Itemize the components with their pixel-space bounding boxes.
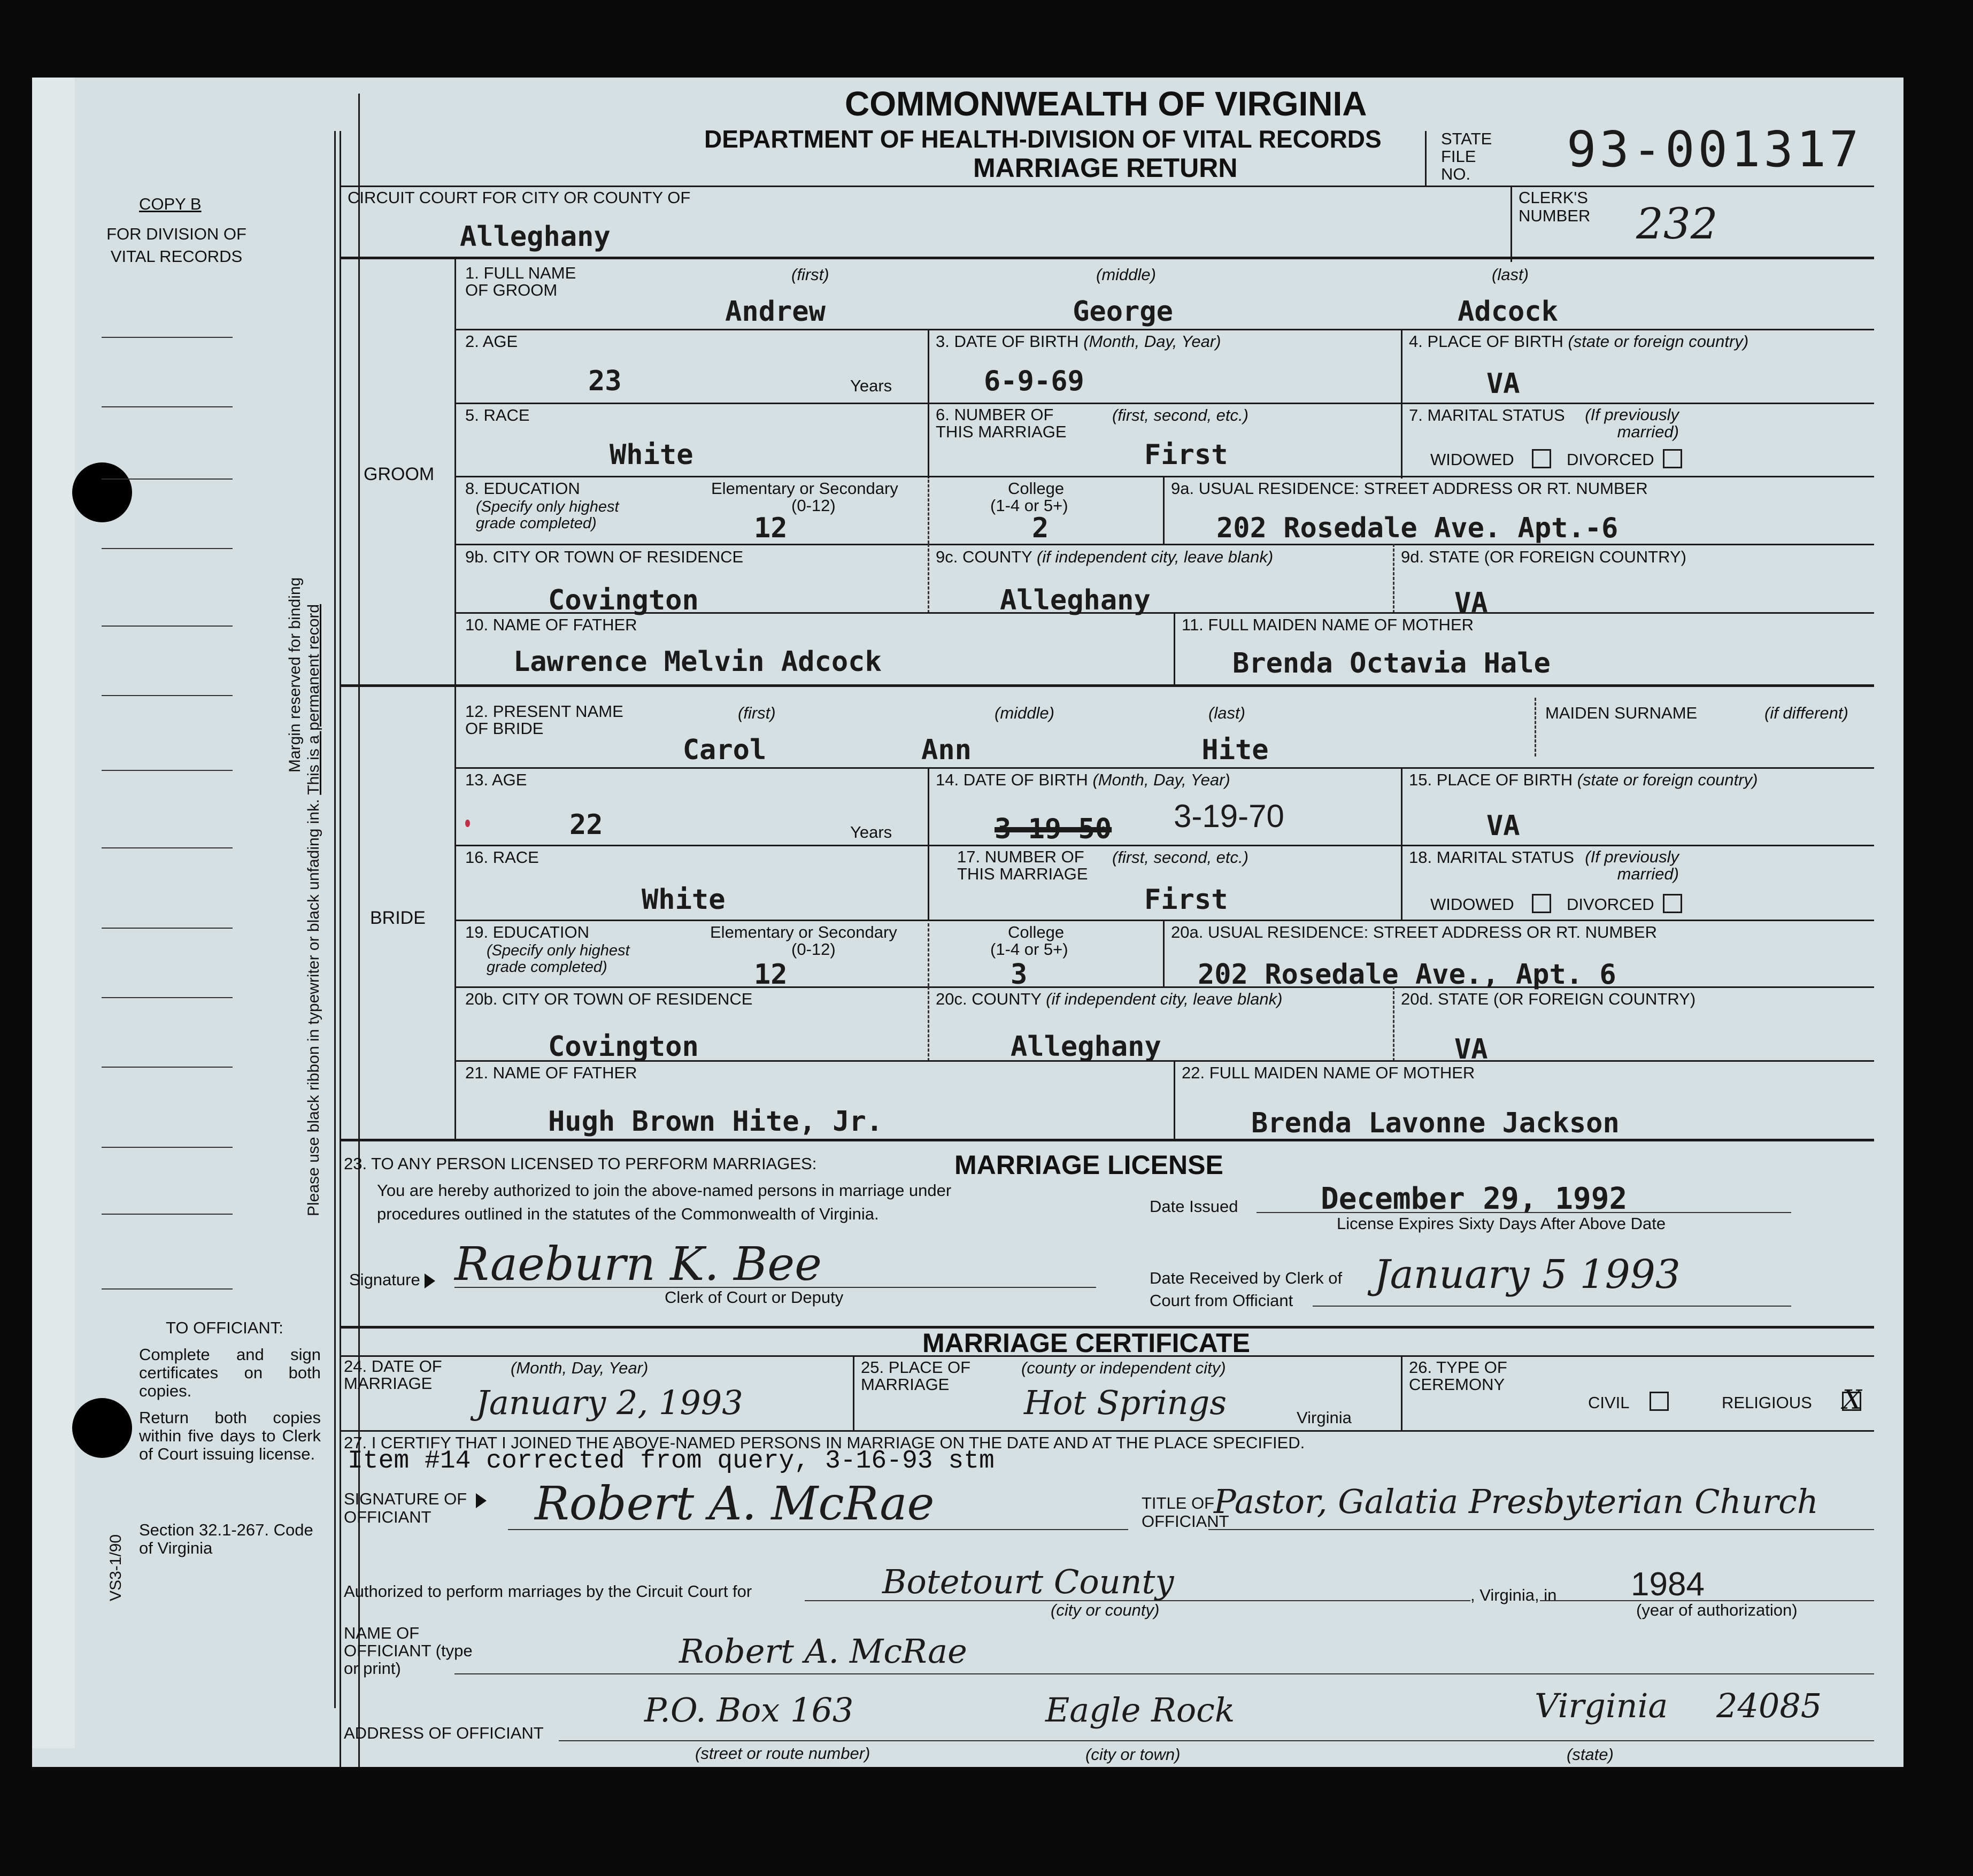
middle-hint: (middle) [995,704,1054,722]
groom-city-label: 9b. CITY OR TOWN OF RESIDENCE [465,547,744,566]
groom-age: 23 [588,365,622,397]
bride-state-label: 20d. STATE (OR FOREIGN COUNTRY) [1401,990,1696,1008]
virginia-in-label: , Virginia, in [1470,1586,1557,1604]
groom-education-elementary: 12 [754,512,788,544]
years-label: Years [850,823,892,842]
bride-father-name: Hugh Brown Hite, Jr. [548,1106,883,1138]
mdy-hint: (Month, Day, Year) [511,1358,649,1377]
bride-residence-street: 202 Rosedale Ave., Apt. 6 [1198,959,1616,991]
bride-education-college: 3 [1011,959,1028,991]
groom-city: Covington [548,584,699,616]
bride-section-label: BRIDE [370,908,426,928]
religious-check-mark: X [1843,1384,1862,1415]
groom-first-name: Andrew [725,296,826,328]
if-different-hint: (if different) [1764,704,1848,722]
last-hint: (last) [1208,704,1245,722]
officiant-title-label: TITLE OF OFFICIANT [1142,1494,1229,1531]
officiant-signature: Robert A. McRae [535,1477,935,1531]
city-town-hint: (city or town) [1085,1745,1181,1764]
license-authorization-text: You are hereby authorized to join the above-named persons in marriage under procedures outlined in the statutes of the Commonwealth of Virginia. [377,1181,952,1223]
permanent-note: This is a permanent record [305,604,322,795]
license-heading: MARRIAGE LICENSE [954,1150,1223,1180]
marriage-place: Hot Springs [1024,1383,1227,1422]
groom-father-label: 10. NAME OF FATHER [465,615,637,634]
ceremony-type-label: 26. TYPE OF CEREMONY [1409,1358,1507,1394]
groom-widowed-checkbox[interactable] [1532,449,1551,468]
groom-divorced-checkbox[interactable] [1663,449,1682,468]
groom-marriage-number-label: 6. NUMBER OF THIS MARRIAGE [936,405,1067,441]
officiant-address-city: Eagle Rock [1045,1690,1235,1730]
bride-pob: VA [1486,810,1520,842]
groom-state: VA [1454,587,1488,619]
authorizing-court: Botetourt County [882,1562,1174,1601]
groom-mother-label: 11. FULL MAIDEN NAME OF MOTHER [1182,615,1474,634]
groom-pob-label: 4. PLACE OF BIRTH [1409,332,1563,351]
bride-city: Covington [548,1031,699,1063]
bride-county-label: 20c. COUNTY [936,990,1042,1008]
form-name: MARRIAGE RETURN [973,153,1238,183]
county-hint: (county or independent city) [1021,1358,1226,1377]
form-subtitle: DEPARTMENT OF HEALTH-DIVISION OF VITAL RECORDS [704,125,1382,153]
bride-county: Alleghany [1011,1031,1161,1063]
state-file-label: STATE FILE NO. [1441,129,1492,183]
groom-dob: 6-9-69 [984,365,1084,397]
punch-hole [72,462,132,522]
marriage-date: January 2, 1993 [476,1383,743,1422]
clerk-caption: Clerk of Court or Deputy [665,1288,844,1307]
civil-checkbox[interactable] [1650,1392,1669,1411]
street-hint: (street or route number) [695,1744,870,1763]
mdy-hint: (Month, Day, Year) [1092,770,1230,789]
bride-dob-corrected: 3-19-70 [1174,798,1284,834]
authorization-year: 1984 [1631,1566,1705,1603]
officiant-address-street: P.O. Box 163 [644,1690,854,1730]
groom-section-label: GROOM [364,464,435,484]
clerk-signature: Raeburn K. Bee [454,1238,822,1291]
bride-marriage-number-label: 17. NUMBER OF THIS MARRIAGE [957,847,1088,883]
bride-age: 22 [569,809,603,841]
widowed-label: WIDOWED [1430,895,1514,914]
bride-dob-struck: 3-19-50 [995,813,1112,845]
mdy-hint: (Month, Day, Year) [1083,332,1221,351]
bride-name-label: 12. PRESENT NAME OF BRIDE [465,702,623,738]
specify-hint: (Specify only highest grade completed) [476,498,619,532]
date-received-label: Date Received by Clerk of Court from Officiant [1150,1269,1343,1310]
first-second-hint: (first, second, etc.) [1112,848,1248,867]
college-label: College [1008,479,1065,498]
marriage-state: Virginia [1297,1408,1352,1427]
college-label: College [1008,923,1065,941]
marriage-return-form [32,78,1903,1767]
elementary-label: Elementary or Secondary [710,923,897,941]
officiant-signature-label: SIGNATURE OF OFFICIANT [344,1489,467,1526]
bride-race: White [642,884,726,916]
first-second-hint: (first, second, etc.) [1112,406,1248,424]
college-range: (1-4 or 5+) [990,940,1068,959]
groom-dob-label: 3. DATE OF BIRTH [936,332,1079,351]
bride-dob-label: 14. DATE OF BIRTH [936,770,1088,789]
maiden-surname-label: MAIDEN SURNAME [1545,704,1698,722]
groom-residence-street: 202 Rosedale Ave. Apt.-6 [1216,512,1619,544]
date-issued: December 29, 1992 [1321,1182,1628,1216]
binding-strip [32,78,75,1748]
certification-statement: 27. I CERTIFY THAT I JOINED THE ABOVE-NAMED PERSONS IN MARRIAGE ON THE DATE AND AT THE PLACE SPECIFIED. [344,1433,1305,1452]
officiant-address-zip: 24085 [1716,1686,1822,1725]
instruction-complete: Complete and sign certificates on both copies. [139,1345,321,1400]
marriage-date-label: 24. DATE OF MARRIAGE [344,1357,442,1393]
if-previously-hint: (If previously married) [1585,847,1679,883]
bride-pob-label: 15. PLACE OF BIRTH [1409,770,1573,789]
binding-note: Margin reserved for binding [286,577,304,773]
license-item-23: 23. TO ANY PERSON LICENSED TO PERFORM MARRIAGES: [344,1154,817,1173]
divorced-label: DIVORCED [1567,450,1654,469]
elementary-range: (0-12) [791,496,836,515]
groom-marital-status-label: 7. MARITAL STATUS [1409,406,1565,424]
elementary-label: Elementary or Secondary [711,479,898,498]
authorization-label: Authorized to perform marriages by the Circuit Court for [344,1582,752,1601]
year-hint: (year of authorization) [1636,1601,1798,1619]
widowed-label: WIDOWED [1430,450,1514,469]
date-issued-label: Date Issued [1150,1197,1238,1216]
groom-county-label: 9c. COUNTY [936,547,1032,566]
officiant-address-state: Virginia [1535,1686,1668,1725]
groom-middle-name: George [1073,296,1173,328]
license-signature-label: Signature [349,1271,435,1289]
groom-education-label: 8. EDUCATION [465,479,580,498]
first-hint: (first) [738,704,776,722]
groom-marriage-number: First [1144,439,1228,471]
court-label: CIRCUIT COURT FOR CITY OR COUNTY OF [348,188,691,207]
if-previously-hint: (If previously married) [1585,405,1679,441]
elementary-range: (0-12) [791,940,836,959]
bride-mother-maiden-name: Brenda Lavonne Jackson [1251,1107,1620,1139]
bride-first-name: Carol [682,734,767,766]
date-received: January 5 1993 [1374,1252,1681,1298]
copy-b-purpose: FOR DIVISION OF VITAL RECORDS [106,225,246,266]
clerks-number: 232 [1636,199,1718,249]
groom-name-label: 1. FULL NAME OF GROOM [465,264,576,299]
groom-state-label: 9d. STATE (OR FOREIGN COUNTRY) [1401,547,1686,566]
bride-residence-street-label: 20a. USUAL RESIDENCE: STREET ADDRESS OR RT. NUMBER [1171,923,1657,941]
divorced-label: DIVORCED [1567,895,1654,914]
if-independent-hint: (if independent city, leave blank) [1046,990,1283,1008]
code-section: Section 32.1-267. Code of Virginia [139,1520,313,1557]
officiant-title: Pastor, Galatia Presbyterian Church [1214,1482,1818,1521]
bride-mother-label: 22. FULL MAIDEN NAME OF MOTHER [1182,1063,1475,1082]
groom-last-name: Adcock [1458,296,1558,328]
bride-age-label: 13. AGE [465,770,527,789]
bride-divorced-checkbox[interactable] [1663,894,1682,913]
state-file-number: 93-001317 [1567,121,1862,178]
city-county-hint: (city or county) [1051,1601,1160,1619]
college-range: (1-4 or 5+) [990,496,1068,515]
first-hint: (first) [791,265,829,284]
groom-age-label: 2. AGE [465,332,518,351]
last-hint: (last) [1492,265,1529,284]
bride-education-label: 19. EDUCATION [465,923,589,941]
groom-race-label: 5. RACE [465,406,530,424]
bride-widowed-checkbox[interactable] [1532,894,1551,913]
form-title: COMMONWEALTH OF VIRGINIA [845,84,1367,123]
state-foreign-hint: (state or foreign country) [1577,770,1758,789]
bride-father-label: 21. NAME OF FATHER [465,1063,637,1082]
to-officiant-label: TO OFFICIANT: [166,1318,283,1337]
bride-city-label: 20b. CITY OR TOWN OF RESIDENCE [465,990,753,1008]
groom-race: White [610,439,693,471]
bride-state: VA [1454,1033,1488,1066]
groom-father-name: Lawrence Melvin Adcock [513,646,882,678]
if-independent-hint: (if independent city, leave blank) [1036,547,1274,566]
specify-hint: (Specify only highest grade completed) [487,942,630,976]
clerks-number-label: CLERK'S NUMBER [1519,188,1591,225]
officiant-address-label: ADDRESS OF OFFICIANT [344,1724,544,1742]
state-foreign-hint: (state or foreign country) [1568,332,1749,351]
officiant-name-label: NAME OF OFFICIANT (type or print) [344,1624,473,1678]
punch-hole [72,1398,132,1458]
bride-middle-name: Ann [921,734,972,766]
groom-county: Alleghany [1000,584,1151,616]
correction-note: Item #14 corrected from query, 3-16-93 stm [348,1447,995,1476]
groom-mother-maiden-name: Brenda Octavia Hale [1232,647,1551,680]
religious-label: RELIGIOUS [1722,1393,1812,1412]
groom-education-college: 2 [1032,512,1049,544]
copy-b-label: COPY B [139,195,202,213]
marriage-place-label: 25. PLACE OF MARRIAGE [861,1358,971,1394]
license-expiry-note: License Expires Sixty Days After Above Date [1337,1214,1666,1233]
groom-pob: VA [1486,368,1520,400]
instruction-return: Return both copies within five days to Clerk of Court issuing license. [139,1408,321,1463]
officiant-signature-arrow [476,1493,487,1508]
bride-education-elementary: 12 [754,959,788,991]
bride-marital-status-label: 18. MARITAL STATUS [1409,848,1574,867]
years-label: Years [850,376,892,395]
officiant-name: Robert A. McRae [679,1632,967,1671]
red-ink-mark [465,820,470,827]
middle-hint: (middle) [1096,265,1156,284]
bride-marriage-number: First [1144,884,1228,916]
certificate-heading: MARRIAGE CERTIFICATE [922,1328,1250,1358]
bride-race-label: 16. RACE [465,848,539,867]
civil-label: CIVIL [1588,1393,1630,1412]
ribbon-note: Please use black ribbon in typewriter or black unfading ink. [305,799,322,1216]
religious-checkbox[interactable] [1842,1384,1862,1415]
bride-last-name: Hite [1201,734,1269,766]
form-code: VS3-1/90 [107,1534,125,1601]
groom-residence-street-label: 9a. USUAL RESIDENCE: STREET ADDRESS OR RT. NUMBER [1171,479,1648,498]
state-hint: (state) [1567,1745,1614,1764]
court-value: Alleghany [460,221,611,253]
